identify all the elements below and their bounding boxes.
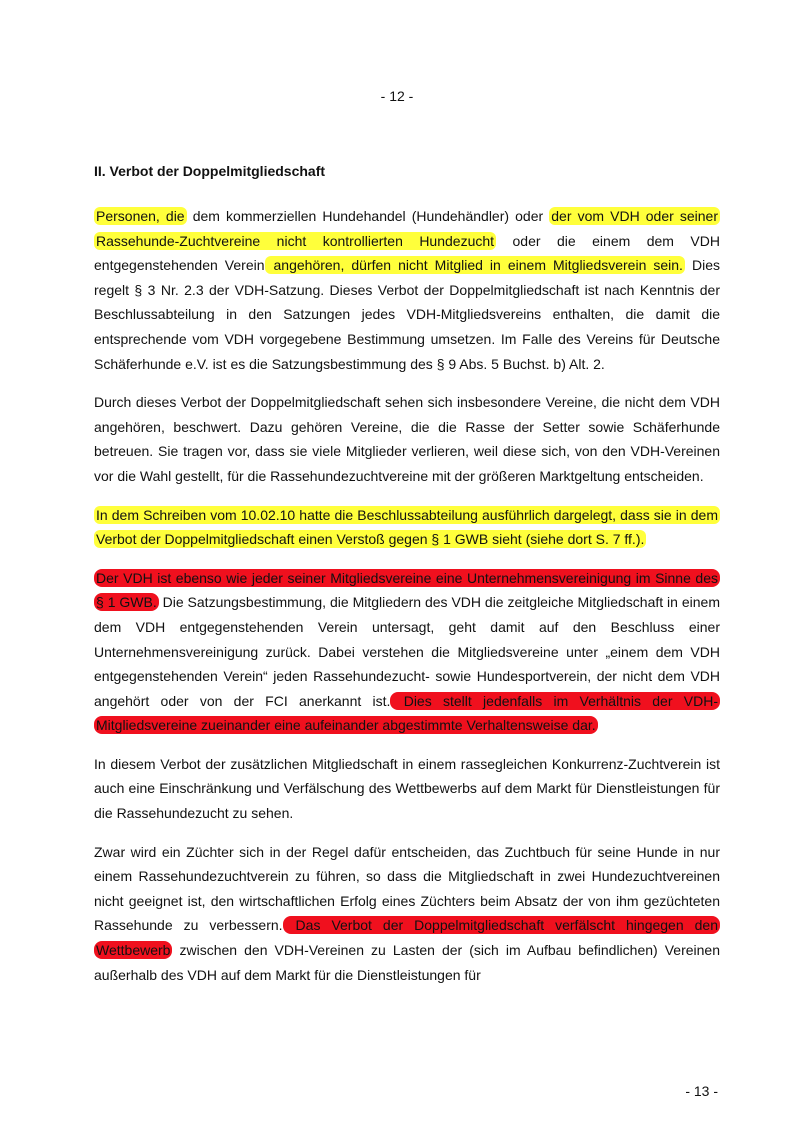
document-body [94,162,720,987]
text-segment: zwischen den VDH-Vereinen zu Lasten der (sich im Aufbau befindlichen) Vereinen außerhalb des VDH auf dem Markt für die Dienstleistungen für [94,942,720,983]
text-segment: Die Satzungsbestimmung, die Mitgliedern des VDH die zeitgleiche Mitgliedschaft in einem dem VDH entgegenstehenden Verein untersagt, geht damit auf den Beschluss einer Unternehmensvereinigung zurück. Dabei verstehen die Mitgliedsvereine unter „einem dem VDH entgegenstehenden Verein“ jeden Rassehundezucht- sowie Hundesportverein, der nicht dem VDH angehört oder von der FCI anerkannt ist. [94,594,720,709]
paragraph [94,566,720,738]
text-segment: oder die einem dem VDH entgegenstehenden Verein [94,232,720,274]
yellow-highlight: der vom VDH oder seiner Rassehunde-Zuchtvereine nicht kontrollierten Hundezucht [96,208,719,249]
text-segment: Durch dieses Verbot der Doppelmitgliedschaft sehen sich insbesondere Vereine, die nicht dem VDH angehören, beschwert. Dazu gehören Vereine, die die Rasse der Setter sowie Schäferhunde betreuen. Sie tragen vor, dass sie viele Mitglieder verlieren, weil diese sich, von den VDH-Vereinen vor die Wahl gestellt, für die Rassehundezuchtvereine mit der größeren Marktgeltung entscheiden. [94,394,720,484]
paragraph [94,390,720,488]
paragraph [94,503,720,552]
yellow-highlight: Personen, die [96,208,185,224]
text-segment: Dies regelt § 3 Nr. 2.3 der VDH-Satzung. Dieses Verbot der Doppelmitgliedschaft ist nach Kenntnis der Beschlussabteilung in den Satzungen jedes VDH-Mitgliedsvereins enthalten, die damit die entsprechende vom VDH vorgegebene Bestimmung umsetzen. Im Falle des Vereins für Deutsche Schäferhunde e.V. ist es die Satzungsbestimmung des § 9 Abs. 5 Buchst. b) Alt. 2. [94,257,720,372]
section-heading: II. Verbot der Doppelmitgliedschaft [94,163,326,179]
paragraph [94,840,720,988]
yellow-highlight: angehören, dürfen nicht Mitglied in einem Mitgliedsverein sein. [266,257,683,274]
text-segment: Zwar wird ein Züchter sich in der Regel dafür entscheiden, das Zuchtbuch für seine Hunde in nur einem Rassehundezuchtverein zu führen, so dass die Mitgliedschaft in zwei Hundezuchtvereinen nicht geeignet ist, den wirtschaftlichen Erfolg eines Züchters beim Absatz der von ihm gezüchteten Rassehunde zu verbessern. [94,843,720,934]
red-highlight: Dies stellt jedenfalls im Verhältnis der VDH-Mitgliedsvereine zueinander eine aufeinander abgestimmte Verhaltensweise dar. [96,692,718,734]
red-highlight: Das Verbot der Doppelmitgliedschaft verfälscht hingegen den Wettbewerb [96,917,718,959]
text-segment: dem kommerziellen Hundehandel (Hundehändler) oder [186,208,550,224]
page-number-bottom: - 13 - [685,1083,718,1099]
red-highlight: Der VDH ist ebenso wie jeder seiner Mitgliedsvereine eine Unternehmensvereinigung im Sinne des § 1 GWB. [96,569,718,611]
paragraph-list [94,204,720,987]
paragraph [94,204,720,376]
paragraph [94,752,720,826]
yellow-highlight: In dem Schreiben vom 10.02.10 hatte die Beschlussabteilung ausführlich dargelegt, dass sie in dem Verbot der Doppelmitgliedschaft einen Verstoß gegen § 1 GWB sieht (siehe dort S. 7 ff.). [96,506,718,548]
page-number-top: - 12 - [380,88,414,104]
text-segment: In diesem Verbot der zusätzlichen Mitgliedschaft in einem rassegleichen Konkurrenz-Zuchtverein ist auch eine Einschränkung und Verfälschung des Wettbewerbs auf dem Markt für Dienstleistungen für die Rassehundezucht zu sehen. [94,755,720,822]
